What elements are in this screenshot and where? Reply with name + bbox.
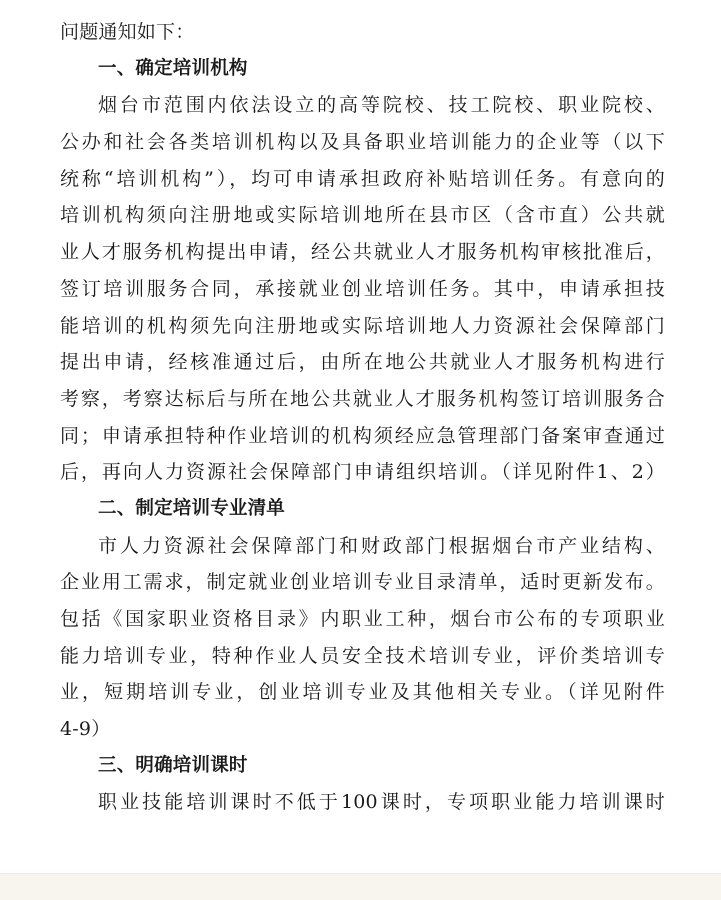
paragraph-line: 公办和社会各类培训机构以及具备职业培训能力的企业等（以下 [60,131,665,154]
paragraph-line: 业人才服务机构提出申请，经公共就业人才服务机构审核批准后， [60,241,665,264]
paragraph-line: 企业用工需求，制定就业创业培训专业目录清单，适时更新发布。 [60,571,665,594]
paragraph-line: 考察，考察达标后与所在地公共就业人才服务机构签订培训服务合 [60,387,665,410]
paragraph-line: 业，短期培训专业，创业培训专业及其他相关专业。（详见附件 [60,681,665,704]
section-heading-3: 三、明确培训课时 [98,754,248,776]
paragraph-line: 4-9） [60,718,111,741]
paragraph-line: 统称“培训机构”），均可申请承担政府补贴培训任务。有意向的 [60,167,665,190]
paragraph-line: 烟台市范围内依法设立的高等院校、技工院校、职业院校、 [98,94,665,117]
intro-line: 问题通知如下： [60,21,195,43]
document-body [60,14,665,821]
paragraph-line: 同；申请承担特种作业培训的机构须经应急管理部门备案审查通过 [60,424,665,447]
paragraph-line: 培训机构须向注册地或实际培训地所在县市区（含市直）公共就 [60,204,665,227]
paragraph-line: 能培训的机构须先向注册地或实际培训地人力资源社会保障部门 [60,314,665,337]
paragraph-line: 包括《国家职业资格目录》内职业工种，烟台市公布的专项职业 [60,608,665,630]
section-heading-1: 一、确定培训机构 [98,57,248,79]
paragraph-line: 签订培训服务合同，承接就业创业培训任务。其中，申请承担技 [60,277,665,300]
page-bottom-band [0,873,721,900]
paragraph-line: 能力培训专业，特种作业人员安全技术培训专业，评价类培训专 [60,644,665,667]
paragraph-line: 职业技能培训课时不低于100课时，专项职业能力培训课时 [98,791,665,814]
section-heading-2: 二、制定培训专业清单 [98,497,286,519]
paragraph-line: 后，再向人力资源社会保障部门申请组织培训。（详见附件1、2） [60,461,665,484]
paragraph-line: 市人力资源社会保障部门和财政部门根据烟台市产业结构、 [98,534,665,557]
paragraph-line: 提出申请，经核准通过后，由所在地公共就业人才服务机构进行 [60,351,665,374]
